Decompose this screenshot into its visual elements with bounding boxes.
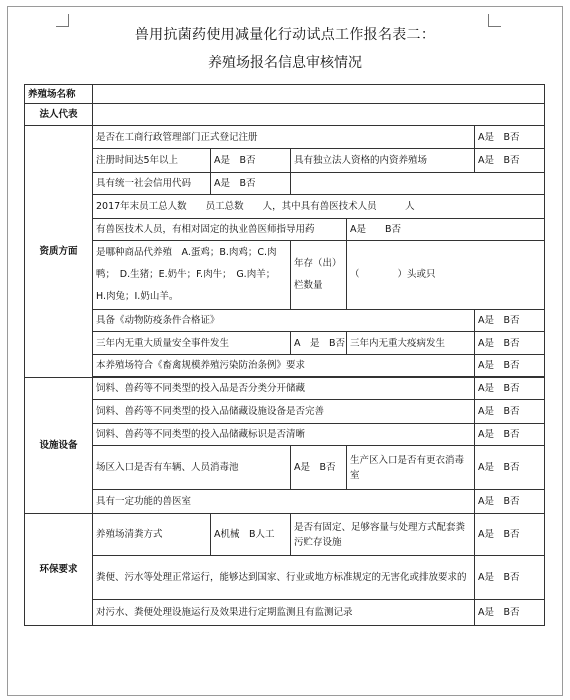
q-no-safety-incident-options[interactable]: A 是 B否 [291,332,347,355]
e-manure-method: 养殖场清粪方式 [93,514,211,556]
form-title: 兽用抗菌药使用减量化行动试点工作报名表二： [134,27,436,43]
q-staff-count[interactable]: 2017年末员工总人数 员工总数 人，其中具有兽医技术人员 人 [93,195,545,219]
q-five-years: 注册时间达5年以上 [93,149,211,173]
f-separate-storage-options[interactable]: A是 B否 [475,378,545,400]
f-changing-room: 生产区入口是否有更衣消毒室 [347,446,475,490]
f-separate-storage: 饲料、兽药等不同类型的投入品是否分类分开储藏 [93,378,475,400]
f-entrance-disinfection-options[interactable]: A是 B否 [291,446,347,490]
q-pollution-regulation-options[interactable]: A是 B否 [475,355,545,377]
e-manure-storage: 是否有固定、足够容量与处理方式配套粪污贮存设施 [291,514,475,556]
q-vet-staff-options[interactable]: A是 B否 [347,219,545,241]
q-stock-label: 年存（出）栏数量 [291,241,347,310]
section-environment: 环保要求 [25,514,93,626]
q-credit-code-blank [291,173,545,195]
section-facilities: 设施设备 [25,378,93,514]
q-no-epidemic-options[interactable]: A是 B否 [475,332,545,355]
q-no-epidemic: 三年内无重大疫病发生 [347,332,475,355]
f-storage-equipment: 饲料、兽药等不同类型的投入品储藏设施设备是否完善 [93,400,475,424]
q-epidemic-cert: 具备《动物防疫条件合格证》 [93,310,475,332]
f-changing-room-options[interactable]: A是 B否 [475,446,545,490]
f-entrance-disinfection: 场区入口是否有车辆、人员消毒池 [93,446,291,490]
q-pollution-regulation: 本养殖场符合《畜禽规模养殖污染防治条例》要求 [93,355,475,377]
registration-table [24,84,545,626]
q-registered: 是否在工商行政管理部门正式登记注册 [93,126,475,149]
e-treatment-standard: 粪便、污水等处理正常运行，能够达到国家、行业或地方标准规定的无害化或排放要求的 [93,556,475,600]
form-subtitle: 养殖场报名信息审核情况 [208,55,362,71]
f-storage-equipment-options[interactable]: A是 B否 [475,400,545,424]
e-monitoring-records: 对污水、粪便处理设施运行及效果进行定期监测且有监测记录 [93,600,475,626]
f-storage-labels: 饲料、兽药等不同类型的投入品储藏标识是否清晰 [93,424,475,446]
q-epidemic-cert-options[interactable]: A是 B否 [475,310,545,332]
e-monitoring-records-options[interactable]: A是 B否 [475,600,545,626]
q-five-years-options[interactable]: A是 B否 [211,149,291,173]
q-independent-legal: 具有独立法人资格的内资养殖场 [291,149,475,173]
q-vet-staff: 有兽医技术人员，有相对固定的执业兽医师指导用药 [93,219,347,241]
section-qualification: 资质方面 [25,126,93,378]
f-storage-labels-options[interactable]: A是 B否 [475,424,545,446]
q-stock-field[interactable]: （ ）头或只 [347,241,545,310]
e-manure-method-options[interactable]: A机械 B人工 [211,514,291,556]
q-species: 是哪种商品代养殖 A.蛋鸡；B.肉鸡；C.肉鸭； D.生猪；E.奶牛；F.肉牛； G.肉羊； H.肉兔；I.奶山羊。 [93,241,291,310]
q-credit-code-options[interactable]: A是 B否 [211,173,291,195]
e-manure-storage-options[interactable]: A是 B否 [475,514,545,556]
q-registered-options[interactable]: A是 B否 [475,126,545,149]
q-credit-code: 具有统一社会信用代码 [93,173,211,195]
q-no-safety-incident: 三年内无重大质量安全事件发生 [93,332,291,355]
q-independent-legal-options[interactable]: A是 B否 [475,149,545,173]
farm-name-field[interactable] [93,85,545,104]
farm-name-label: 养殖场名称 [25,85,93,104]
f-vet-room: 具有一定功能的兽医室 [93,490,475,514]
legal-rep-label: 法人代表 [25,104,93,126]
f-vet-room-options[interactable]: A是 B否 [475,490,545,514]
e-treatment-standard-options[interactable]: A是 B否 [475,556,545,600]
legal-rep-field[interactable] [93,104,545,126]
